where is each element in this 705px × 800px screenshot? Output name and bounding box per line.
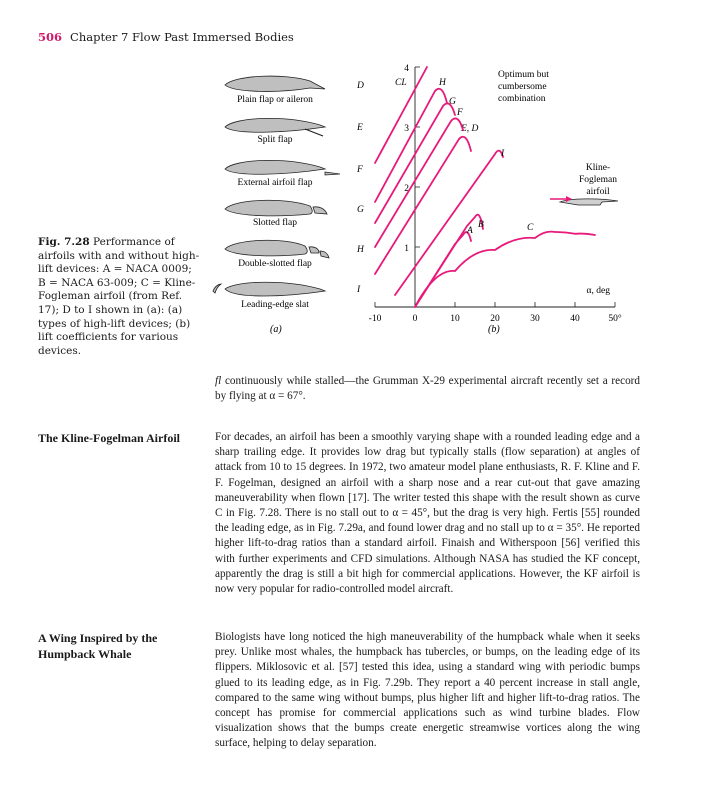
device-label-d: Plain flap or aileron bbox=[237, 95, 313, 105]
panel-a-label: (a) bbox=[270, 324, 282, 335]
figure-caption bbox=[38, 236, 200, 358]
x-axis-label: α, deg bbox=[586, 286, 610, 296]
device-label-e: Split flap bbox=[257, 135, 293, 145]
device-letter-i: I bbox=[357, 285, 361, 295]
series-label: H bbox=[439, 78, 446, 88]
airfoil-leading-edge-slat bbox=[213, 282, 325, 296]
device-label-h: Double-slotted flap bbox=[238, 259, 312, 269]
device-letter-g: G bbox=[357, 205, 364, 215]
figure-label: Fig. 7.28 bbox=[38, 236, 90, 248]
x-tick-label: 20 bbox=[490, 314, 500, 324]
annotation-kf-line2: Fogleman bbox=[579, 175, 617, 185]
annotation-kf bbox=[579, 163, 617, 197]
airfoil-split-flap bbox=[225, 118, 325, 136]
x-tick-label: 10 bbox=[450, 314, 460, 324]
airfoil-plain-flap bbox=[225, 76, 325, 91]
series-curve-i bbox=[395, 151, 503, 295]
annotation-optimum-line1: Optimum but bbox=[498, 70, 549, 80]
annotation-optimum-line2: cumbersome bbox=[498, 82, 547, 92]
panel-b-label: (b) bbox=[488, 324, 500, 335]
series-curve-c bbox=[415, 232, 595, 307]
paragraph-continued bbox=[215, 374, 640, 404]
series-label: I bbox=[501, 149, 505, 159]
airfoil-double-slotted-flap bbox=[225, 240, 329, 258]
series-label: B bbox=[478, 220, 484, 230]
series-label: E, D bbox=[461, 124, 479, 134]
kf-airfoil-icon bbox=[550, 196, 618, 205]
y-tick-label: 4 bbox=[404, 64, 409, 74]
figure-caption-text: Performance of airfoils with and without high-lift devices: A = NACA 0009; B = NACA 63-009; C = Kline-Fogleman airfoil (from Ref. 17); D to I shown in (a): (a) types of high-lift devices; (b) lift coefficients for various devices. bbox=[38, 236, 200, 357]
section-body-kline-fogelman: For decades, an airfoil has been a smoothly varying shape with a rounded leading edge and a sharp trailing edge. It provides low drag but typically stalls (flow separation) at angles of attack from 10 to 15 degrees. In 1972, two amateur model plane enthusiasts, R. F. Kline and F. F. Fogelman, designed an airfoil with a sharp nose and a rear cut-out that gave amazing maneuverability when flown [17]. The writer tested this shape with the result shown as curve C in Fig. 7.28. There is no stall out to α = 45°, but the drag is very high. Fertis [55] rounded the leading edge, as in Fig. 7.29a, and found lower drag and no stall up to α = 35°. He reported higher lift-to-drag ratios than a standard airfoil. Finaish and Witherspoon [56] verified this with further experiments and CFD simulations. Although NASA has studied the KF concept, apparently the drag is still a bit high for commercial applications. However, the KF airfoil is now very popular for radio-controlled model aircraft. bbox=[215, 431, 640, 596]
section-heading-humpback: A Wing Inspired by the Humpback Whale bbox=[38, 631, 158, 661]
page-number: 506 bbox=[38, 30, 63, 44]
series-label: G bbox=[449, 97, 456, 107]
device-label-g: Slotted flap bbox=[252, 218, 298, 228]
y-axis-label: CL bbox=[395, 78, 407, 88]
paragraph-continued-text: continuously while stalled—the Grumman X-29 experimental aircraft recently set a record by flying at α = 67°. bbox=[215, 375, 640, 403]
lift-coefficient-chart bbox=[369, 64, 622, 324]
y-tick-label: 2 bbox=[404, 184, 409, 194]
device-letter-e: E bbox=[357, 123, 363, 133]
series-label: C bbox=[527, 223, 534, 233]
y-tick-label: 1 bbox=[404, 244, 409, 254]
device-letter-d: D bbox=[357, 81, 364, 91]
annotation-kf-line1: Kline- bbox=[585, 163, 611, 173]
device-label-f: External airfoil flap bbox=[237, 178, 313, 188]
series-label: A bbox=[467, 226, 473, 236]
device-letter-h: H bbox=[357, 245, 364, 255]
annotation-kf-line3: airfoil bbox=[586, 187, 610, 197]
x-tick-label: 40 bbox=[570, 314, 580, 324]
device-letter-f: F bbox=[357, 165, 363, 175]
x-tick-label: -10 bbox=[368, 314, 382, 324]
y-tick-label: 3 bbox=[404, 124, 409, 134]
annotation-optimum bbox=[498, 70, 549, 104]
x-tick-label: 50° bbox=[608, 314, 622, 324]
section-body-humpback: Biologists have long noticed the high maneuverability of the humpback whale when it seeks prey. Unlike most whales, the humpback has tubercles, or bumps, on the leading edge of its flippers. Miklosovic et al. [57] tested this idea, using a standard wing with periodic bumps glued to its leading edge, as in Fig. 7.29b. They report a 40 percent increase in stall angle, compared to the same wing without bumps, plus higher lift and higher lift-to-drag ratios. The concept has promise for commercial applications such as wind turbine blades. Flow visualization shows that the bumps create energetic streamwise vortices along the wing surface, helping to delay separation. bbox=[215, 631, 640, 750]
series-curve-a bbox=[415, 232, 471, 307]
annotation-optimum-line3: combination bbox=[498, 94, 546, 104]
figure-7-28 bbox=[200, 55, 640, 345]
airfoil-slotted-flap bbox=[225, 200, 327, 216]
chapter-title: Chapter 7 Flow Past Immersed Bodies bbox=[70, 30, 294, 44]
device-labels bbox=[237, 81, 365, 310]
x-tick-label: 30 bbox=[530, 314, 540, 324]
fl-ligature: fl bbox=[215, 375, 225, 387]
device-label-i: Leading-edge slat bbox=[241, 300, 309, 310]
airfoil-external-flap bbox=[225, 160, 340, 175]
section-heading-kline-fogelman: The Kline-Fogelman Airfoil bbox=[38, 431, 180, 445]
running-header bbox=[38, 30, 294, 44]
series-label: F bbox=[457, 108, 463, 118]
series-curve-ed bbox=[375, 137, 471, 274]
x-tick-label: 0 bbox=[412, 314, 418, 324]
